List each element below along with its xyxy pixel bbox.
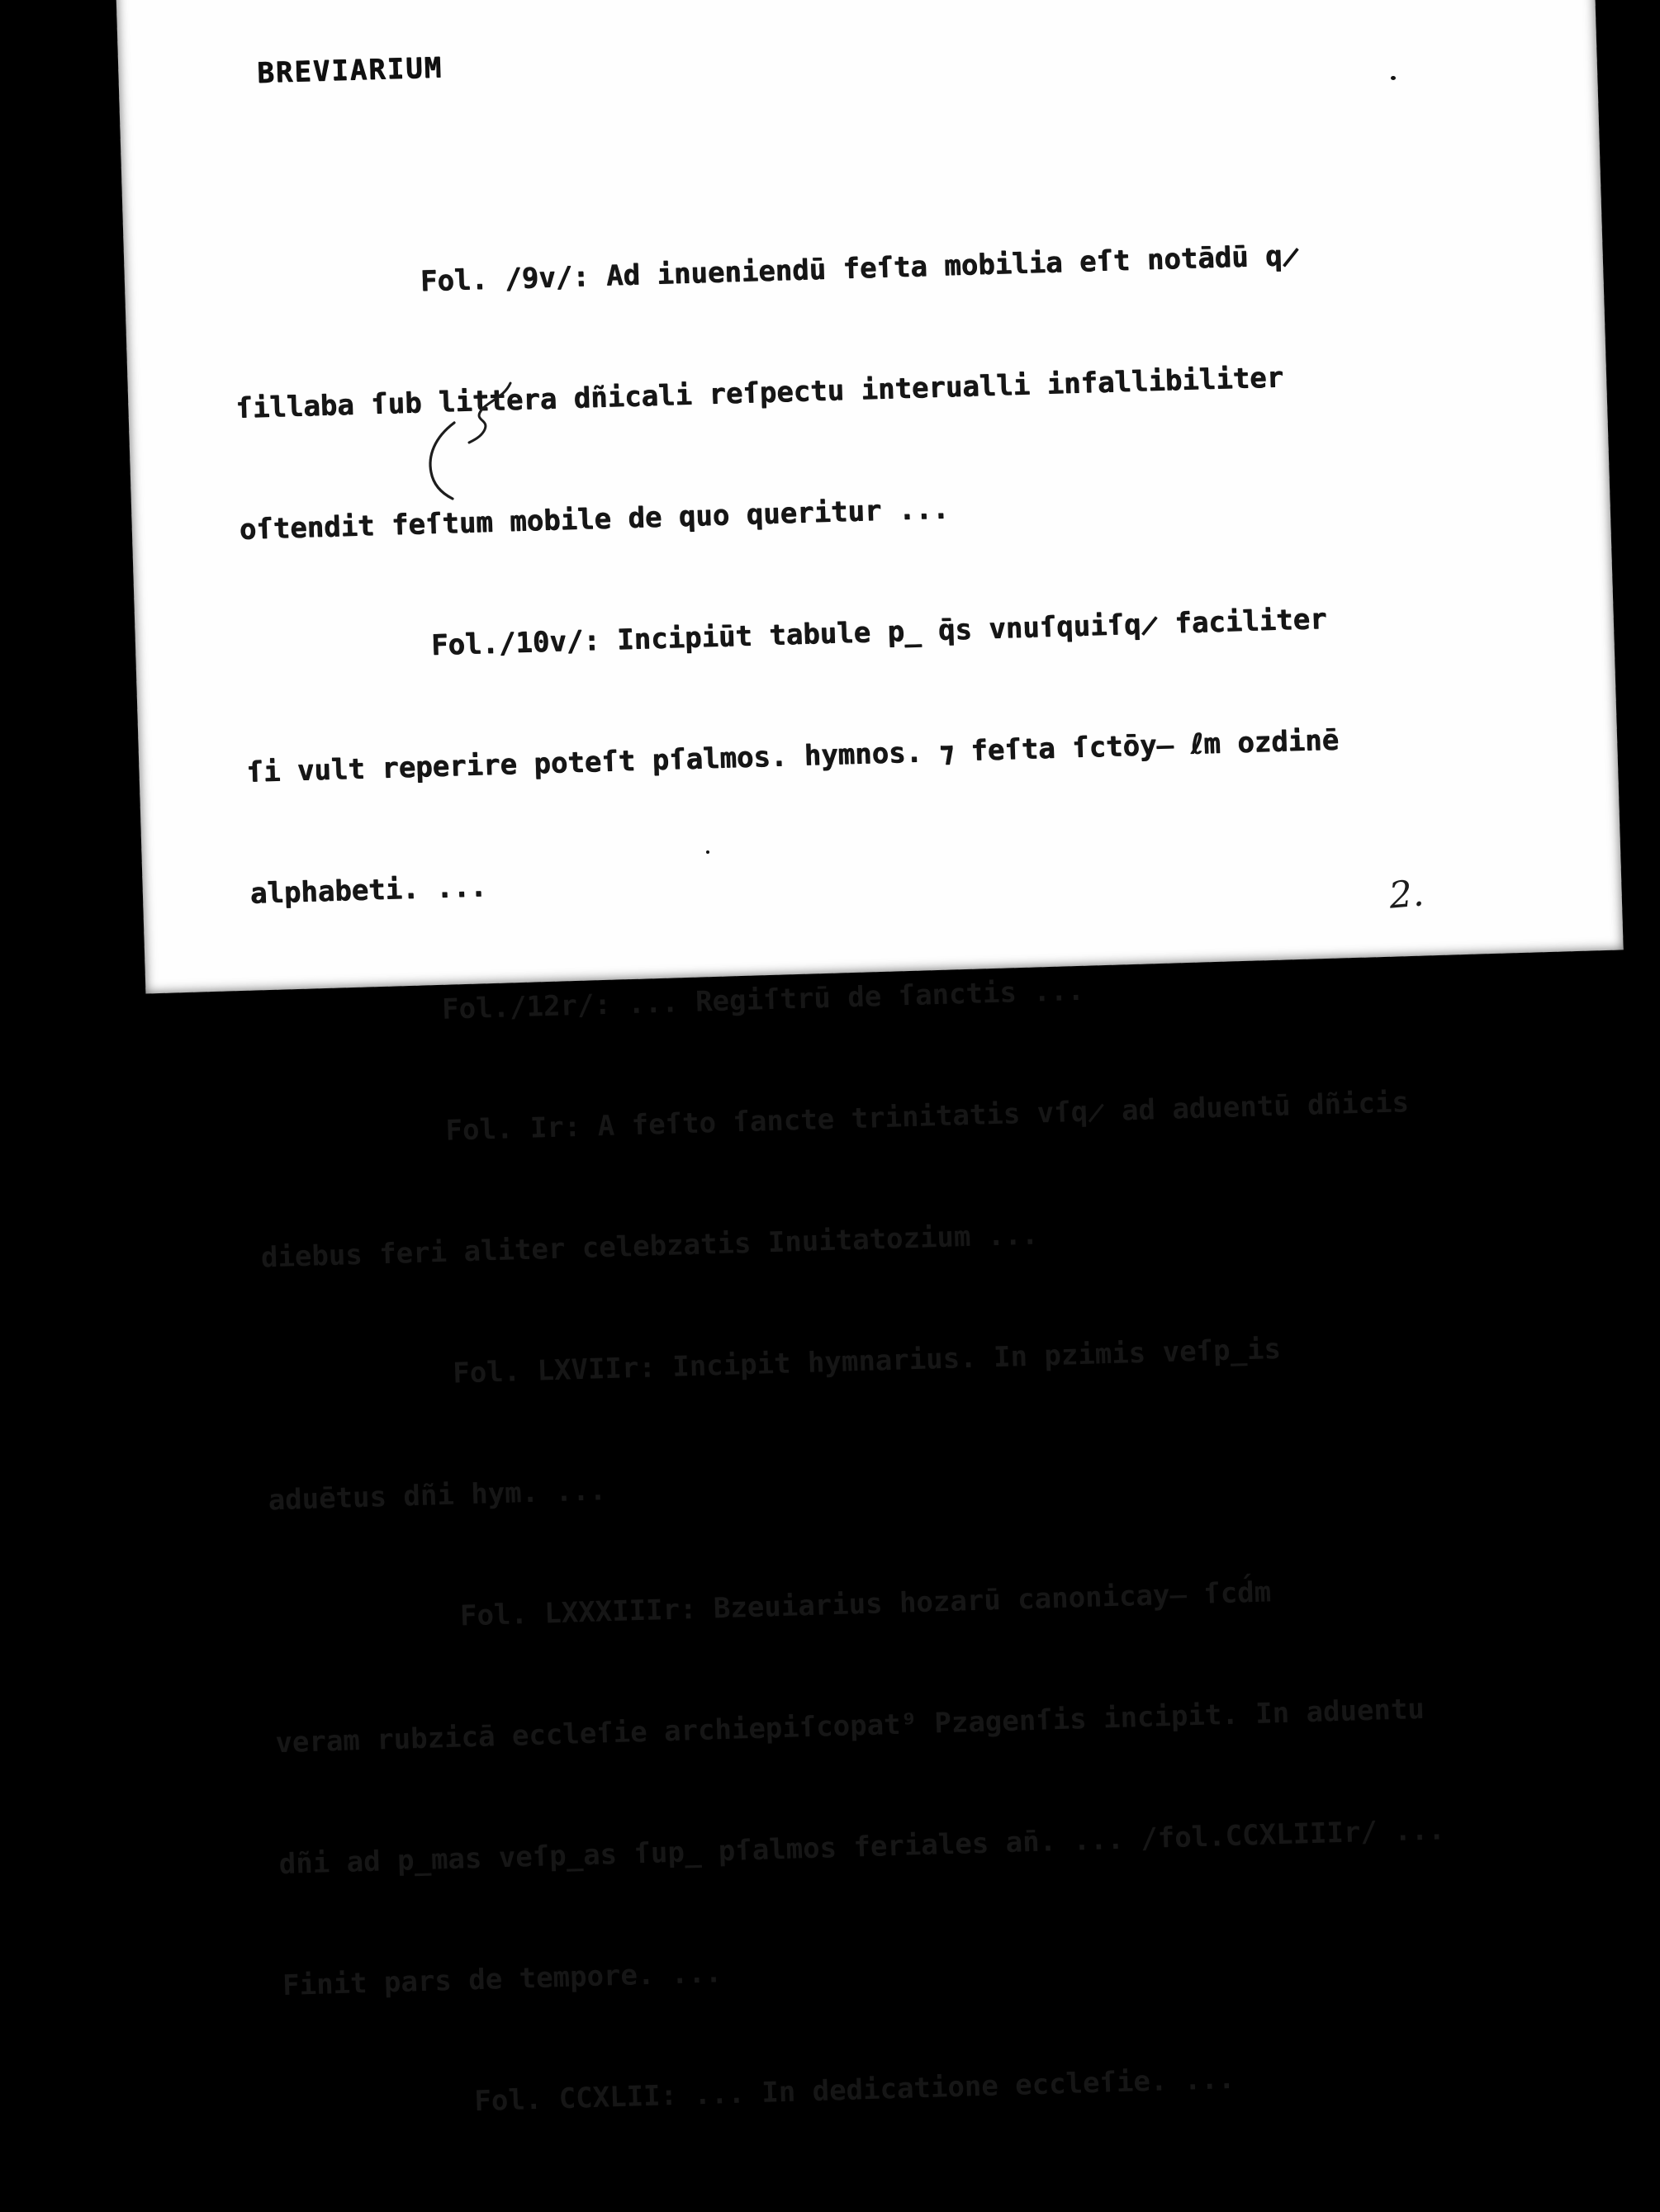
typescript-line-2: ſillaba ſub littera dñicali reſpectu interualli infallibiliter [235,361,1284,425]
handwritten-page-number: 2. [1387,872,1426,917]
typescript-line-1: Fol. /9v/: Ad inueniendū feſta mobilia eſt notādū q̷ [420,239,1300,299]
scan-speck [1391,76,1396,80]
typescript-line-4: Fol./10v/: Incipiūt tabule p̲ q̄s vnuſquiſq̷ faciliter [430,602,1328,663]
typescript-line-13: veram rubzicā eccleſie archiepiſcopat⁹ Pzagenſis incipit. In aduentu [274,1692,1425,1760]
typescript-line-5: ſi vult reperire poteſt pſalmos. hymnos. ⁊ feſta ſctōy̶ ℓm ozdinē [246,723,1340,789]
typescript-line-8: Fol. Ir: A feſto ſancte trinitatis vſq̷ ad aduentū dñicis [444,1086,1410,1148]
scanned-page [116,0,1624,2119]
typescript-line-12: Fol. LXXXIIIr: Bzeuiarius hozarū canonicay̶ ſcd́m [459,1575,1272,1633]
typescript-line-11: aduētus dñi hym. ... [268,1474,607,1518]
typescript-line-16: Fol. CCXLII: ... In dedicatione eccleſie. ... [473,2062,1236,2119]
typescript-line-3: oſtendit feſtum mobile de quo queritur ... [239,492,950,547]
typescript-line-6: alphabeti. ... [249,870,488,911]
document-title: BREVIARIUM [256,51,443,90]
typescript-line-9: diebus feri aliter celebzatis Inuitatozium ... [260,1218,1039,1275]
typescript-line-10: Fol. LXVIIr: Incipit hymnarius. In pzimis veſp̲is [452,1332,1282,1390]
typescript-line-15: Finit pars de tempore. ... [282,1956,723,2003]
scan-speck [706,850,709,854]
typescript-content [116,0,1659,2212]
typescript-line-14: dñi ad p̲mas veſp̲as ſup̲ pſalmos feriales an̄. ... /fol.CCXLIIIr/ ... [278,1813,1446,1882]
typescript-paragraphs [230,146,1660,2209]
typescript-line-7: Fol./12r/: ... Regiſtrū de ſanctis ... [441,973,1085,1026]
